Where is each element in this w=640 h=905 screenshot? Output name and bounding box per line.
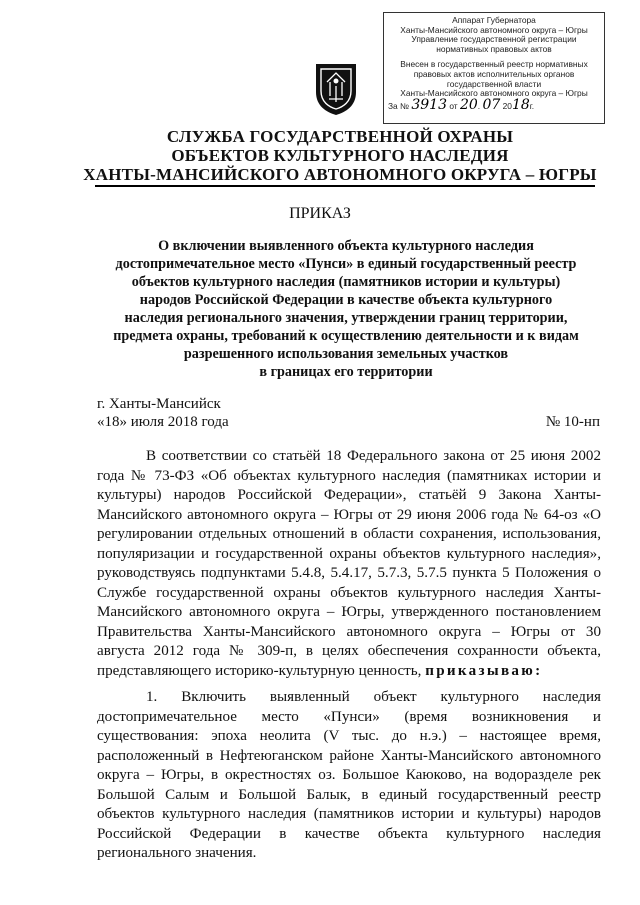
stamp-line: государственной власти — [446, 78, 542, 89]
reg-month: 07 — [482, 96, 501, 113]
reg-prefix: За № — [388, 100, 410, 111]
subject-line: наследия регионального значения, утверждении границ территории, — [124, 310, 568, 326]
subject-line: народов Российской Федерации в качестве объекта культурного — [139, 292, 553, 308]
stamp-registration-line: За № 3913 от 20. 07 2018г. — [388, 96, 535, 113]
subject-line: разрешенного использования земельных участков — [183, 346, 509, 362]
reg-year-prefix: 20 — [502, 100, 512, 111]
reg-suffix: г. — [529, 100, 535, 111]
registration-stamp — [383, 12, 605, 124]
stamp-line: Внесен в государственный реестр нормативных — [400, 59, 588, 70]
document-date: «18» июля 2018 года — [97, 414, 229, 430]
stamp-line: Аппарат Губернатора — [452, 15, 536, 25]
subject-line: в границах его территории — [259, 364, 433, 380]
subject-line: достопримечательное место «Пунси» в единый государственный реестр — [115, 256, 577, 272]
reg-number: 3913 — [411, 96, 447, 113]
reg-day: 20 — [459, 96, 478, 113]
reg-from: от — [449, 100, 458, 111]
document-place: г. Ханты-Мансийск — [97, 396, 221, 412]
org-line: СЛУЖБА ГОСУДАРСТВЕННОЙ ОХРАНЫ — [166, 127, 514, 146]
subject-line: О включении выявленного объекта культурного наследия — [158, 238, 534, 254]
subject-line: объектов культурного наследия (памятников истории и культуры) — [131, 274, 561, 290]
header-divider — [95, 185, 595, 187]
stamp-line: Управление государственной регистрации — [411, 34, 577, 45]
reg-year: 18 — [511, 96, 530, 113]
preamble-paragraph — [97, 447, 601, 681]
preamble-text: В соответствии со статьёй 18 Федерального закона от 25 июня 2002 года № 73-ФЗ «Об объектах культурного наследия (памятниках истории и культуры) народов Российской Федерации», статьёй 9 Закона Ханты-Мансийского автономного округа – Югры от 29 июня 2006 года № 64-оз «О регулировании отдельных отношений в области сохранения, использования, популяризации и государственной охраны объектов культурного наследия», руководствуясь подпунктами 5.4.8, 5.4.17, 5.7.3, 5.7.5 пункта 5 Положения о Службе государственной охраны объектов культурного наследия Ханты-Мансийского автономного округа – Югры, утвержденного постановлением Правительства Ханты-Мансийского автономного округа – Югры от 30 августа 2012 года № 309-п, в целях обеспечения сохранности объекта, представляющего историко-культурную ценность, — [97, 448, 601, 679]
stamp-line: правовых актов исполнительных органов — [413, 68, 575, 79]
organization-header — [40, 127, 640, 184]
org-line: ХАНТЫ-МАНСИЙСКОГО АВТОНОМНОГО ОКРУГА – ЮГРЫ — [83, 165, 597, 184]
document-subject — [100, 237, 592, 381]
order-word: приказываю: — [425, 662, 543, 679]
document-number: № 10-нп — [545, 414, 600, 430]
coat-of-arms-emblem-icon — [313, 62, 359, 116]
stamp-line: Ханты-Мансийского автономного округа – Югры — [400, 24, 588, 35]
org-line: ОБЪЕКТОВ КУЛЬТУРНОГО НАСЛЕДИЯ — [171, 146, 509, 165]
stamp-line: нормативных правовых актов — [436, 43, 552, 54]
document-type: ПРИКАЗ — [289, 205, 351, 222]
order-item-1: 1. Включить выявленный объект культурного наследия достопримечательное место «Пунси» (время возникновения и существования: эпоха неолита (V тыс. до н.э.) – настоящее время, расположенный в Нефтеюганском районе Ханты-Мансийского автономного округа – Югры, в окрестностях оз. Большое Каюково, на водоразделе рек Большой Салым и Большой Балык, в единый государственный реестр объектов культурного наследия (памятников истории и культуры) народов Российской Федерации в качестве объекта культурного наследия регионального значения. — [97, 689, 601, 861]
stamp-line: Ханты-Мансийского автономного округа – Югры — [400, 88, 588, 99]
subject-line: предмета охраны, требований к осуществлению деятельности и к видам — [113, 328, 579, 344]
